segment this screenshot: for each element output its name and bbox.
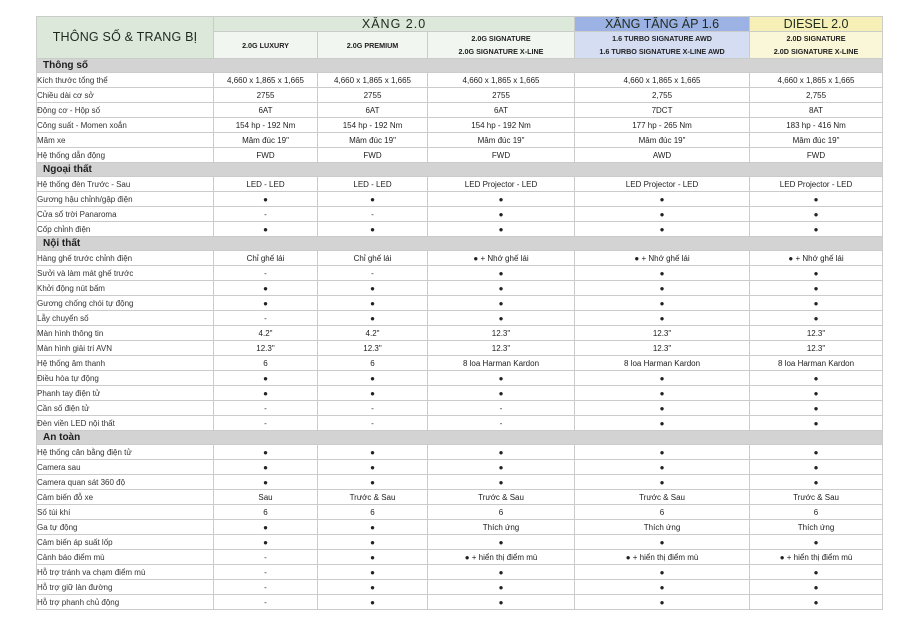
row-value: 12.3" <box>575 341 750 356</box>
row-value: Trước & Sau <box>575 490 750 505</box>
row-label: Cốp chỉnh điện <box>37 222 214 237</box>
row-value: ● <box>750 207 883 222</box>
row-value: - <box>214 311 318 326</box>
table-row <box>37 401 883 416</box>
row-value: - <box>318 207 428 222</box>
row-value: 8 loa Harman Kardon <box>575 356 750 371</box>
row-value: ● <box>750 580 883 595</box>
row-value: AWD <box>575 148 750 163</box>
row-value: ● <box>575 386 750 401</box>
group-header-xang: XĂNG 2.0 <box>214 17 575 32</box>
row-value: ● <box>428 207 575 222</box>
row-value: ● <box>750 311 883 326</box>
row-value: - <box>214 580 318 595</box>
row-value: - <box>214 416 318 431</box>
row-value: ● <box>750 222 883 237</box>
row-value: ● <box>750 386 883 401</box>
row-value: ● <box>214 371 318 386</box>
row-value: ● <box>575 192 750 207</box>
row-value: FWD <box>318 148 428 163</box>
row-value: ● <box>214 445 318 460</box>
row-value: ● <box>214 222 318 237</box>
row-value: ● <box>214 386 318 401</box>
row-value: 6 <box>214 356 318 371</box>
row-value: ● <box>318 460 428 475</box>
variant-line-1: 2.0G SIGNATURE <box>471 34 531 43</box>
row-value: ● <box>318 281 428 296</box>
row-value: 12.3" <box>214 341 318 356</box>
row-value: 2755 <box>214 88 318 103</box>
row-value: - <box>214 595 318 610</box>
table-row <box>37 88 883 103</box>
row-label: Lẫy chuyển số <box>37 311 214 326</box>
row-value: ● <box>575 445 750 460</box>
row-value: 6 <box>318 356 428 371</box>
row-label: Động cơ - Hộp số <box>37 103 214 118</box>
row-value: Chỉ ghế lái <box>318 251 428 266</box>
row-value: ● <box>575 296 750 311</box>
row-label: Khởi động nút bấm <box>37 281 214 296</box>
table-row <box>37 207 883 222</box>
row-value: ● <box>428 445 575 460</box>
row-value: 6 <box>318 505 428 520</box>
variant-header <box>750 32 883 59</box>
section-header-row <box>37 163 883 177</box>
row-label: Hệ thống đèn Trước - Sau <box>37 177 214 192</box>
row-value: ● <box>318 520 428 535</box>
row-label: Đèn viền LED nội thất <box>37 416 214 431</box>
row-value: - <box>214 565 318 580</box>
row-value: ● <box>575 266 750 281</box>
group-header-row <box>37 17 883 32</box>
table-row <box>37 251 883 266</box>
row-value: - <box>318 401 428 416</box>
row-value: ● <box>575 207 750 222</box>
table-row <box>37 341 883 356</box>
row-value: 4,660 x 1,865 x 1,665 <box>318 73 428 88</box>
row-value: 8 loa Harman Kardon <box>428 356 575 371</box>
table-row <box>37 535 883 550</box>
row-value: Sau <box>214 490 318 505</box>
row-value: ● + Nhớ ghế lái <box>575 251 750 266</box>
row-value: 154 hp - 192 Nm <box>428 118 575 133</box>
table-row <box>37 371 883 386</box>
row-value: ● <box>575 311 750 326</box>
table-row <box>37 281 883 296</box>
table-row <box>37 266 883 281</box>
row-value: FWD <box>214 148 318 163</box>
row-value: ● <box>575 371 750 386</box>
row-value: ● <box>214 520 318 535</box>
variant-header <box>575 32 750 59</box>
row-value: 6 <box>214 505 318 520</box>
row-value: ● <box>318 371 428 386</box>
group-header-turbo: XĂNG TĂNG ÁP 1.6 <box>575 17 750 32</box>
table-row <box>37 595 883 610</box>
row-label: Công suất - Momen xoắn <box>37 118 214 133</box>
row-value: 154 hp - 192 Nm <box>214 118 318 133</box>
row-value: ● <box>575 222 750 237</box>
row-value: ● <box>428 311 575 326</box>
row-value: 4,660 x 1,865 x 1,665 <box>214 73 318 88</box>
row-label: Cửa sổ trời Panaroma <box>37 207 214 222</box>
row-value: ● <box>428 386 575 401</box>
variant-line-2: 2.0G SIGNATURE X-LINE <box>458 47 544 56</box>
row-label: Hệ thống dẫn động <box>37 148 214 163</box>
row-value: 6AT <box>214 103 318 118</box>
row-value: - <box>214 266 318 281</box>
section-title: An toàn <box>37 431 883 445</box>
table-row <box>37 580 883 595</box>
row-value: ● <box>575 401 750 416</box>
section-title: Nội thất <box>37 237 883 251</box>
row-value: ● <box>318 550 428 565</box>
row-value: ● <box>750 192 883 207</box>
row-value: - <box>214 401 318 416</box>
row-value: LED - LED <box>318 177 428 192</box>
row-value: 12.3" <box>428 326 575 341</box>
row-value: ● <box>750 401 883 416</box>
table-row <box>37 177 883 192</box>
row-value: Mâm đúc 19" <box>214 133 318 148</box>
table-row <box>37 192 883 207</box>
row-label: Cảm biến áp suất lốp <box>37 535 214 550</box>
row-label: Hỗ trợ phanh chủ động <box>37 595 214 610</box>
row-label: Hỗ trợ tránh va chạm điểm mù <box>37 565 214 580</box>
row-value: 7DCT <box>575 103 750 118</box>
table-title: THÔNG SỐ & TRANG BỊ <box>37 17 214 59</box>
row-label: Màn hình thông tin <box>37 326 214 341</box>
row-label: Cảnh báo điểm mù <box>37 550 214 565</box>
row-value: 4,660 x 1,865 x 1,665 <box>428 73 575 88</box>
row-value: - <box>214 207 318 222</box>
variant-line-2: 1.6 TURBO SIGNATURE X-LINE AWD <box>599 47 725 56</box>
row-value: ● <box>575 475 750 490</box>
table-row <box>37 550 883 565</box>
row-value: ● <box>214 535 318 550</box>
row-value: 154 hp - 192 Nm <box>318 118 428 133</box>
row-value: ● <box>575 281 750 296</box>
row-value: ● <box>750 595 883 610</box>
row-value: ● + hiển thị điểm mù <box>750 550 883 565</box>
row-value: ● <box>750 445 883 460</box>
table-row <box>37 505 883 520</box>
row-value: Mâm đúc 19" <box>750 133 883 148</box>
variant-line-1: 2.0G LUXURY <box>242 40 289 50</box>
row-label: Hỗ trợ giữ làn đường <box>37 580 214 595</box>
table-row <box>37 475 883 490</box>
row-value: ● <box>214 192 318 207</box>
row-value: ● + Nhớ ghế lái <box>428 251 575 266</box>
row-label: Kích thước tổng thể <box>37 73 214 88</box>
row-value: LED Projector - LED <box>750 177 883 192</box>
spec-table-body <box>37 59 883 610</box>
variant-header <box>428 32 575 59</box>
row-label: Camera quan sát 360 độ <box>37 475 214 490</box>
table-row <box>37 386 883 401</box>
row-value: Trước & Sau <box>318 490 428 505</box>
row-label: Gương chống chói tự động <box>37 296 214 311</box>
row-value: 12.3" <box>750 326 883 341</box>
row-value: 6 <box>575 505 750 520</box>
row-value: ● <box>318 445 428 460</box>
row-value: Mâm đúc 19" <box>575 133 750 148</box>
row-value: LED Projector - LED <box>428 177 575 192</box>
row-label: Camera sau <box>37 460 214 475</box>
row-value: ● <box>428 192 575 207</box>
row-value: 4,660 x 1,865 x 1,665 <box>750 73 883 88</box>
row-value: ● <box>428 580 575 595</box>
row-label: Hệ thống cân bằng điện tử <box>37 445 214 460</box>
row-value: Thích ứng <box>750 520 883 535</box>
row-value: 8AT <box>750 103 883 118</box>
row-value: ● <box>318 192 428 207</box>
row-value: 4.2" <box>318 326 428 341</box>
row-value: ● <box>318 580 428 595</box>
row-value: 6AT <box>318 103 428 118</box>
group-header-diesel: DIESEL 2.0 <box>750 17 883 32</box>
row-label: Gương hậu chỉnh/gập điện <box>37 192 214 207</box>
row-value: - <box>214 550 318 565</box>
row-value: 12.3" <box>318 341 428 356</box>
section-title: Thông số <box>37 59 883 73</box>
row-value: ● <box>750 535 883 550</box>
row-value: Mâm đúc 19" <box>428 133 575 148</box>
row-value: Thích ứng <box>428 520 575 535</box>
row-value: ● <box>750 565 883 580</box>
row-label: Hệ thống âm thanh <box>37 356 214 371</box>
row-value: 2755 <box>428 88 575 103</box>
table-row <box>37 133 883 148</box>
row-value: LED Projector - LED <box>575 177 750 192</box>
table-row <box>37 326 883 341</box>
row-value: ● <box>575 595 750 610</box>
row-value: ● <box>750 475 883 490</box>
variant-header <box>214 32 318 59</box>
variant-line-1: 2.0D SIGNATURE <box>786 34 846 43</box>
row-value: ● <box>428 371 575 386</box>
row-label: Phanh tay điện tử <box>37 386 214 401</box>
row-value: ● <box>428 535 575 550</box>
row-value: ● <box>750 416 883 431</box>
row-value: 8 loa Harman Kardon <box>750 356 883 371</box>
table-row <box>37 311 883 326</box>
section-header-row <box>37 237 883 251</box>
table-row <box>37 103 883 118</box>
row-value: ● <box>428 595 575 610</box>
row-label: Ga tự động <box>37 520 214 535</box>
row-value: 177 hp - 265 Nm <box>575 118 750 133</box>
row-value: 2,755 <box>750 88 883 103</box>
variant-line-1: 2.0G PREMIUM <box>346 40 399 50</box>
variant-header <box>318 32 428 59</box>
row-value: 2755 <box>318 88 428 103</box>
row-value: Trước & Sau <box>428 490 575 505</box>
row-value: - <box>428 416 575 431</box>
row-value: ● <box>428 565 575 580</box>
row-value: ● <box>750 281 883 296</box>
row-label: Hàng ghế trước chỉnh điện <box>37 251 214 266</box>
row-value: 12.3" <box>750 341 883 356</box>
row-label: Cảm biến đỗ xe <box>37 490 214 505</box>
section-header-row <box>37 431 883 445</box>
row-value: ● <box>214 296 318 311</box>
table-row <box>37 460 883 475</box>
row-value: 6 <box>750 505 883 520</box>
table-row <box>37 356 883 371</box>
row-value: ● <box>428 266 575 281</box>
row-value: Chỉ ghế lái <box>214 251 318 266</box>
table-row <box>37 416 883 431</box>
row-value: ● <box>318 565 428 580</box>
row-value: LED - LED <box>214 177 318 192</box>
row-value: - <box>428 401 575 416</box>
row-value: ● <box>428 460 575 475</box>
row-value: Mâm đúc 19" <box>318 133 428 148</box>
table-row <box>37 520 883 535</box>
section-header-row <box>37 59 883 73</box>
row-value: Thích ứng <box>575 520 750 535</box>
row-value: ● <box>575 580 750 595</box>
row-value: ● <box>750 266 883 281</box>
row-label: Điều hòa tự động <box>37 371 214 386</box>
row-value: FWD <box>428 148 575 163</box>
row-value: Trước & Sau <box>750 490 883 505</box>
table-row <box>37 73 883 88</box>
row-label: Sưởi và làm mát ghế trước <box>37 266 214 281</box>
row-value: ● <box>318 475 428 490</box>
row-value: ● <box>214 281 318 296</box>
row-value: ● <box>318 386 428 401</box>
row-value: ● + hiển thị điểm mù <box>575 550 750 565</box>
row-value: ● <box>318 595 428 610</box>
row-value: 6 <box>428 505 575 520</box>
row-value: - <box>318 416 428 431</box>
row-value: 12.3" <box>428 341 575 356</box>
row-label: Màn hình giải trí AVN <box>37 341 214 356</box>
table-row <box>37 222 883 237</box>
row-value: 183 hp - 416 Nm <box>750 118 883 133</box>
row-value: ● <box>318 311 428 326</box>
row-value: ● <box>575 416 750 431</box>
table-row <box>37 148 883 163</box>
row-value: ● <box>750 460 883 475</box>
row-value: ● <box>428 222 575 237</box>
table-row <box>37 296 883 311</box>
row-value: 2,755 <box>575 88 750 103</box>
row-value: ● + hiển thị điểm mù <box>428 550 575 565</box>
spec-table <box>36 16 883 610</box>
row-value: - <box>318 266 428 281</box>
row-value: FWD <box>750 148 883 163</box>
row-label: Mâm xe <box>37 133 214 148</box>
table-row <box>37 445 883 460</box>
row-value: 6AT <box>428 103 575 118</box>
table-row <box>37 490 883 505</box>
table-row <box>37 118 883 133</box>
row-value: ● <box>428 281 575 296</box>
row-value: ● <box>750 296 883 311</box>
row-value: ● <box>575 535 750 550</box>
row-value: ● <box>214 460 318 475</box>
row-value: ● <box>575 565 750 580</box>
row-value: ● <box>428 296 575 311</box>
row-label: Cần số điện tử <box>37 401 214 416</box>
table-row <box>37 565 883 580</box>
row-value: 4,660 x 1,865 x 1,665 <box>575 73 750 88</box>
variant-line-1: 1.6 TURBO SIGNATURE AWD <box>612 34 712 43</box>
row-value: ● <box>318 222 428 237</box>
row-label: Chiều dài cơ sở <box>37 88 214 103</box>
row-label: Số túi khí <box>37 505 214 520</box>
row-value: ● <box>750 371 883 386</box>
row-value: ● <box>428 475 575 490</box>
section-title: Ngoại thất <box>37 163 883 177</box>
row-value: 12.3" <box>575 326 750 341</box>
row-value: ● <box>318 535 428 550</box>
row-value: ● <box>575 460 750 475</box>
row-value: ● + Nhớ ghế lái <box>750 251 883 266</box>
row-value: ● <box>214 475 318 490</box>
row-value: ● <box>318 296 428 311</box>
row-value: 4.2" <box>214 326 318 341</box>
variant-line-2: 2.0D SIGNATURE X-LINE <box>773 47 859 56</box>
